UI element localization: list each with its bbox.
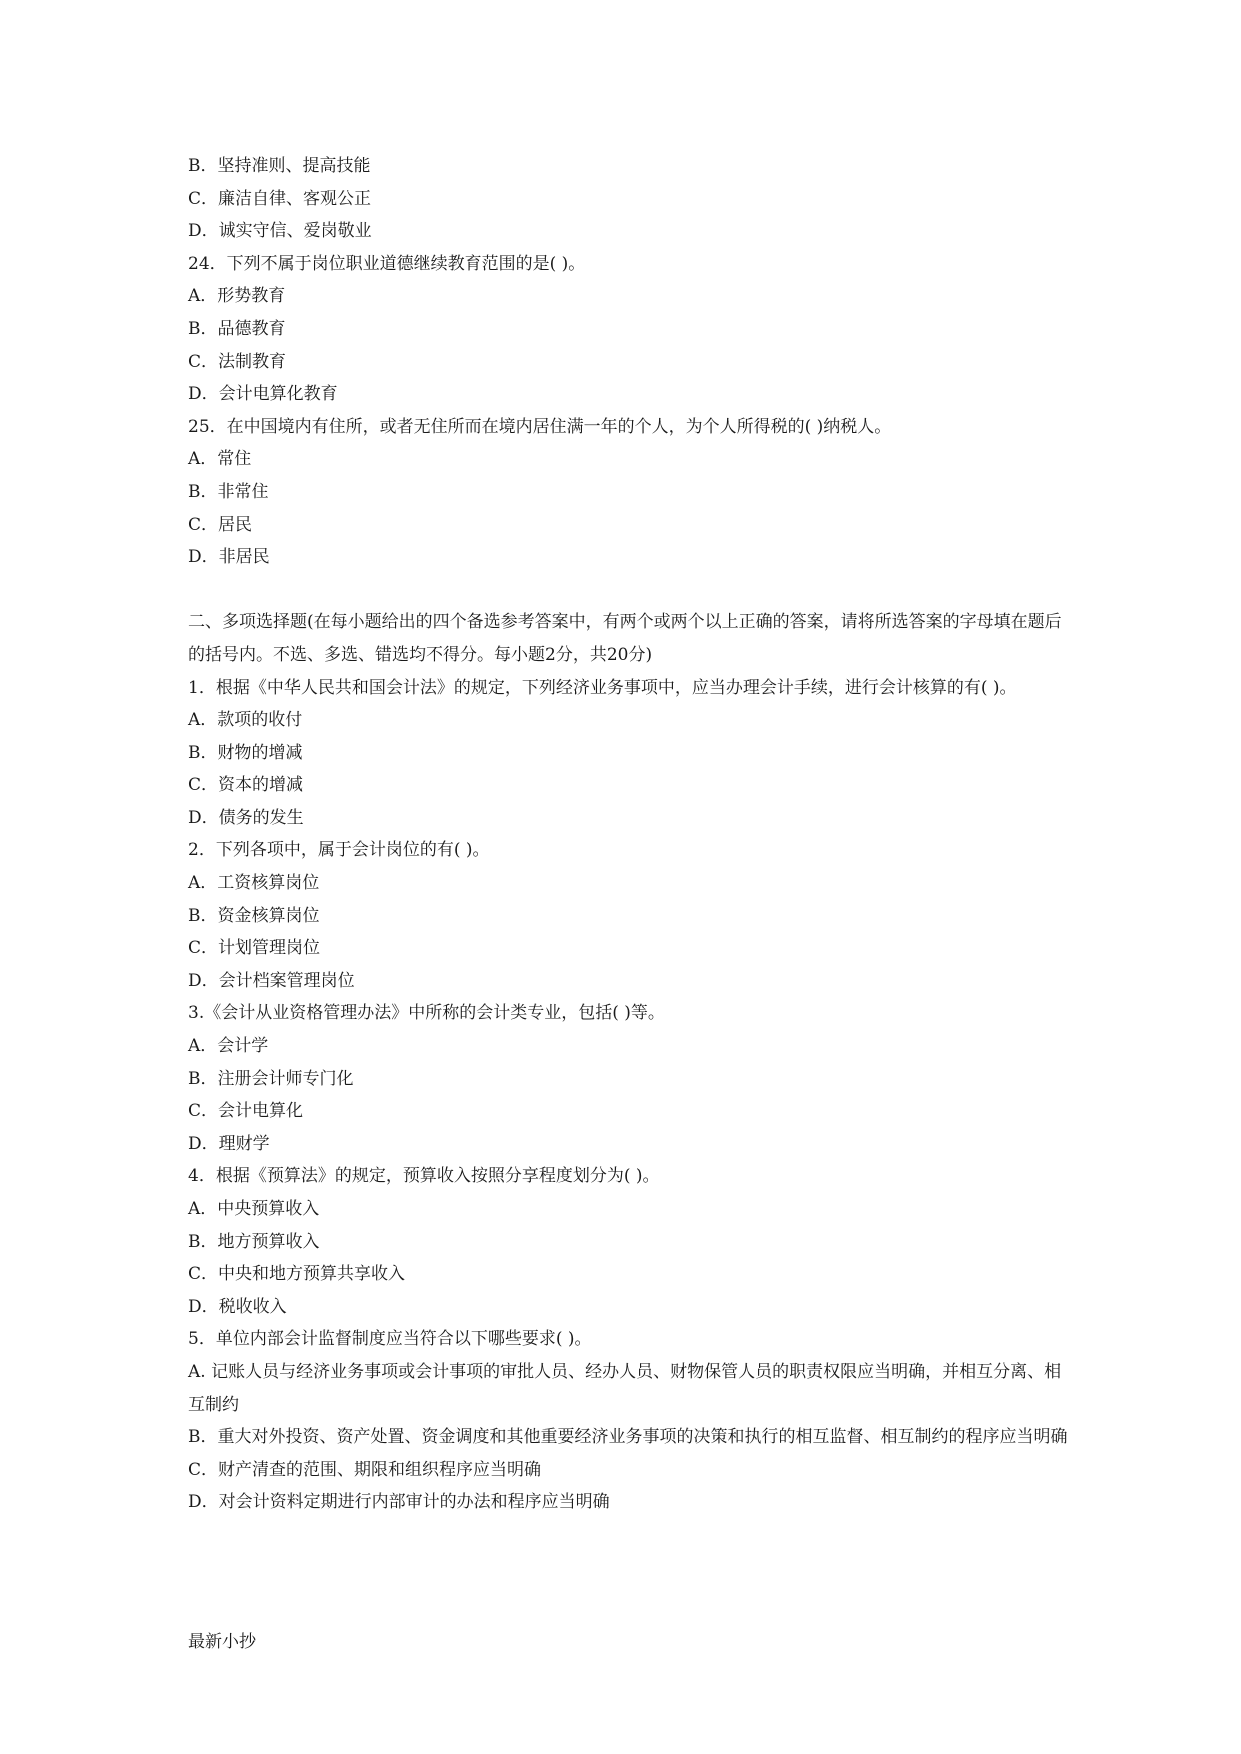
question-stem: 24．下列不属于岗位职业道德继续教育范围的是( )。 (188, 253, 586, 274)
option-line: A．会计学 (188, 1036, 269, 1057)
option-line: C．会计电算化 (188, 1101, 304, 1122)
option-line: B．注册会计师专门化 (188, 1068, 354, 1089)
option-line: D．会计档案管理岗位 (188, 970, 355, 991)
question-2 (188, 834, 1068, 997)
document-body (188, 150, 1068, 1519)
question-3 (188, 997, 1068, 1160)
option-line: B．资金核算岗位 (188, 905, 320, 926)
option-line: A. 记账人员与经济业务事项或会计事项的审批人员、经办人员、财物保管人员的职责权限应当明确，并相互分离、相互制约 (188, 1361, 1062, 1415)
option-line: C．廉洁自律、客观公正 (188, 188, 372, 209)
option-line: D．诚实守信、爱岗敬业 (188, 221, 372, 242)
question-stem: 3.《会计从业资格管理办法》中所称的会计类专业，包括( )等。 (188, 1003, 665, 1024)
question-4 (188, 1160, 1068, 1323)
question-stem: 2．下列各项中，属于会计岗位的有( )。 (188, 840, 490, 861)
section-spacer (188, 574, 1068, 607)
option-line: D．税收收入 (188, 1296, 287, 1317)
option-line: B．财物的增减 (188, 742, 303, 763)
question-stem: 25．在中国境内有住所，或者无住所而在境内居住满一年的个人，为个人所得税的( )纳税人。 (188, 416, 892, 437)
option-line: D．会计电算化教育 (188, 384, 338, 405)
option-line: A．常住 (188, 449, 252, 470)
option-line: C．资本的增减 (188, 775, 304, 796)
option-line: B．重大对外投资、资产处置、资金调度和其他重要经济业务事项的决策和执行的相互监督、相互制约的程序应当明确 (188, 1427, 1068, 1448)
option-line: D．非居民 (188, 547, 270, 568)
section-heading: 二、多项选择题(在每小题给出的四个备选参考答案中，有两个或两个以上正确的答案，请将所选答案的字母填在题后的括号内。不选、多选、错选均不得分。每小题2分，共20分) (188, 612, 1062, 665)
question-stem: 4．根据《预算法》的规定，预算收入按照分享程度划分为( )。 (188, 1166, 660, 1187)
option-line: A．中央预算收入 (188, 1199, 320, 1219)
question-stem: 5．单位内部会计监督制度应当符合以下哪些要求( )。 (188, 1329, 592, 1350)
option-line: C．计划管理岗位 (188, 938, 321, 959)
option-line: A．款项的收付 (188, 710, 303, 731)
previous-questions (188, 150, 1068, 574)
option-line: C．居民 (188, 514, 253, 535)
option-line: D．对会计资料定期进行内部审计的办法和程序应当明确 (188, 1492, 610, 1513)
option-line: D．理财学 (188, 1133, 270, 1154)
option-line: C．财产清查的范围、期限和组织程序应当明确 (188, 1459, 542, 1480)
question-stem: 1．根据《中华人民共和国会计法》的规定，下列经济业务事项中，应当办理会计手续，进行会计核算的有( )。 (188, 677, 1017, 698)
option-line: A．形势教育 (188, 286, 286, 307)
option-line: D．债务的发生 (188, 807, 304, 828)
option-line: C．中央和地方预算共享收入 (188, 1264, 406, 1285)
option-line: B．品德教育 (188, 318, 286, 339)
option-line: A．工资核算岗位 (188, 873, 320, 894)
option-line: B．坚持准则、提高技能 (188, 156, 371, 176)
option-line: B．地方预算收入 (188, 1231, 320, 1252)
option-line: B．非常住 (188, 481, 269, 502)
page-footer: 最新小抄 (188, 1632, 256, 1652)
question-1 (188, 672, 1068, 835)
question-5 (188, 1323, 1068, 1519)
option-line: C．法制教育 (188, 351, 287, 372)
